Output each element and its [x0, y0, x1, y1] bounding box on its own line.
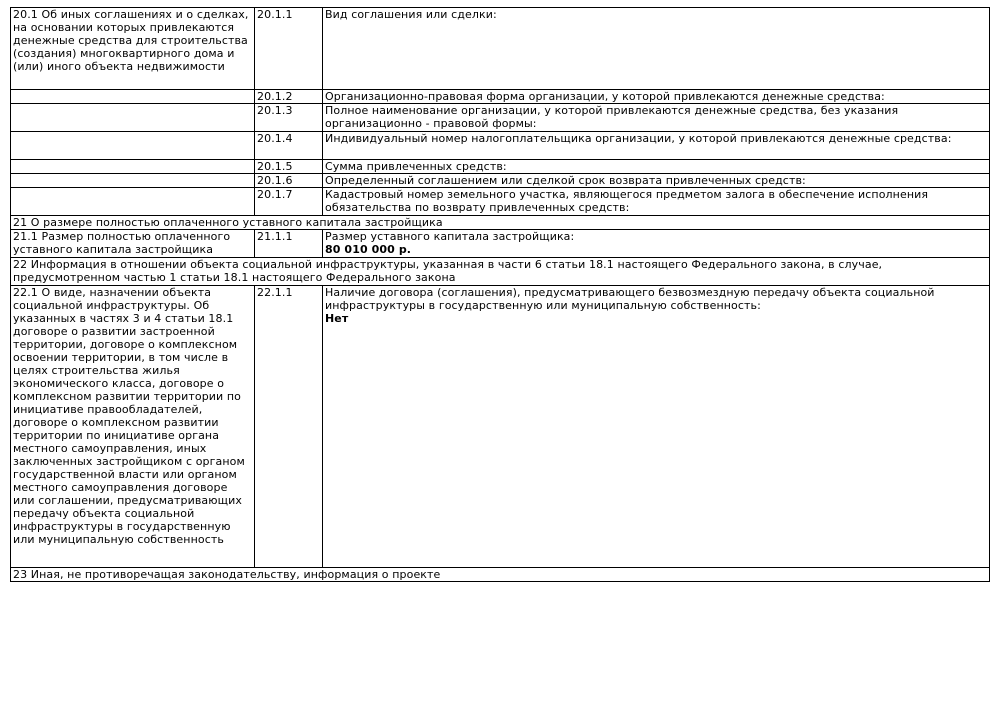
- table-row: [11, 132, 990, 160]
- social-infra-value: Нет: [325, 312, 349, 325]
- section-20-1-heading: 20.1 Об иных соглашениях и о сделках, на основании которых привлекаются денежные средства для строительства (создания) многоквартирного дома и (или) иного объекта недвижимости: [11, 8, 255, 90]
- section-21-1-heading: 21.1 Размер полностью оплаченного уставного капитала застройщика: [11, 230, 255, 258]
- row-code: 22.1.1: [255, 286, 323, 568]
- table-row: [11, 216, 990, 230]
- table-row: [11, 104, 990, 132]
- row-text: Сумма привлеченных средств:: [323, 160, 990, 174]
- row-text: Кадастровый номер земельного участка, являющегося предметом залога в обеспечение исполнения обязательства по возврату привлеченных средств:: [323, 188, 990, 216]
- capital-label: Размер уставного капитала застройщика:: [325, 230, 575, 243]
- table-row: [11, 230, 990, 258]
- table-row: [11, 90, 990, 104]
- section-21-title: 21 О размере полностью оплаченного уставного капитала застройщика: [11, 216, 990, 230]
- row-code: 20.1.5: [255, 160, 323, 174]
- row-text: Определенный соглашением или сделкой срок возврата привлеченных средств:: [323, 174, 990, 188]
- capital-value: 80 010 000 р.: [325, 243, 412, 256]
- empty-cell: [11, 160, 255, 174]
- table-row: [11, 8, 990, 90]
- table-row: [11, 286, 990, 568]
- row-code: 20.1.1: [255, 8, 323, 90]
- social-infra-label: Наличие договора (соглашения), предусматривающего безвозмездную передачу объекта социальной инфраструктуры в государственную или муниципальную собственность:: [325, 286, 935, 312]
- row-text: Вид соглашения или сделки:: [323, 8, 990, 90]
- row-code: 21.1.1: [255, 230, 323, 258]
- declaration-table: [10, 7, 990, 582]
- empty-cell: [11, 174, 255, 188]
- section-22-1-heading: 22.1 О виде, назначении объекта социальной инфраструктуры. Об указанных в частях 3 и 4 статьи 18.1 договоре о развитии застроенной территории, договоре о комплексном освоении территории, в том числе в целях строительства жилья экономического класса, договоре о комплексном развитии территории по инициативе правообладателей, договоре о комплексном развитии территории по инициативе органа местного самоуправления, иных заключенных застройщиком с органом государственной власти или органом местного самоуправления договоре или соглашении, предусматривающих передачу объекта социальной инфраструктуры в государственную или муниципальную собственность: [11, 286, 255, 568]
- row-text: Полное наименование организации, у которой привлекаются денежные средства, без указания организационно - правовой формы:: [323, 104, 990, 132]
- row-text: Индивидуальный номер налогоплательщика организации, у которой привлекаются денежные средства:: [323, 132, 990, 160]
- row-code: 20.1.3: [255, 104, 323, 132]
- row-code: 20.1.4: [255, 132, 323, 160]
- capital-cell: [323, 230, 990, 258]
- section-23-title: 23 Иная, не противоречащая законодательству, информация о проекте: [11, 568, 990, 582]
- row-text: Организационно-правовая форма организации, у которой привлекаются денежные средства:: [323, 90, 990, 104]
- table-row: [11, 568, 990, 582]
- row-code: 20.1.7: [255, 188, 323, 216]
- social-infra-cell: [323, 286, 990, 568]
- table-row: [11, 188, 990, 216]
- row-code: 20.1.6: [255, 174, 323, 188]
- empty-cell: [11, 188, 255, 216]
- section-22-title: 22 Информация в отношении объекта социальной инфраструктуры, указанная в части 6 статьи 18.1 настоящего Федерального закона, в случае, предусмотренном частью 1 статьи 18.1 настоящего Федерального закона: [11, 258, 990, 286]
- table-row: [11, 160, 990, 174]
- row-code: 20.1.2: [255, 90, 323, 104]
- table-row: [11, 174, 990, 188]
- empty-cell: [11, 104, 255, 132]
- empty-cell: [11, 90, 255, 104]
- table-row: [11, 258, 990, 286]
- empty-cell: [11, 132, 255, 160]
